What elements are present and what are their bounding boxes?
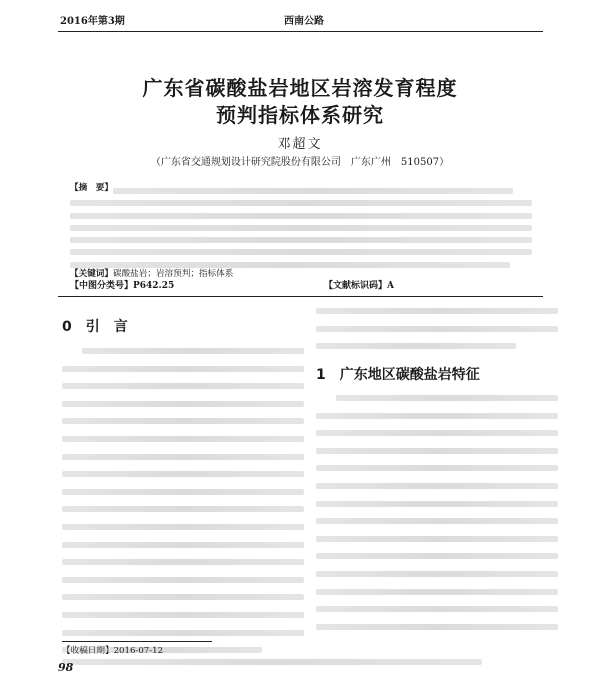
meta-rule xyxy=(58,296,543,297)
illegible-text xyxy=(316,571,558,577)
keywords-label: 【关键词】 xyxy=(70,269,113,280)
journal-name: 西南公路 xyxy=(284,16,324,27)
illegible-text xyxy=(316,589,558,595)
keywords-text: 碳酸盐岩；岩溶预判；指标体系 xyxy=(112,269,234,280)
illegible-text xyxy=(62,454,304,460)
illegible-text xyxy=(62,489,304,495)
paper-title-line-2: 预判指标体系研究 xyxy=(216,103,384,127)
footnote-rule xyxy=(62,641,212,642)
paper-title-line-1: 广东省碳酸盐岩地区岩溶发育程度 xyxy=(142,76,458,100)
illegible-text xyxy=(62,436,304,442)
illegible-text xyxy=(62,383,304,389)
illegible-text xyxy=(70,262,510,268)
abstract xyxy=(70,182,532,280)
illegible-text xyxy=(316,624,558,630)
author-bio xyxy=(62,656,532,666)
illegible-text xyxy=(62,401,304,407)
illegible-text xyxy=(62,594,304,600)
header-rule xyxy=(58,31,543,32)
illegible-text xyxy=(316,465,558,471)
illegible-text xyxy=(316,343,516,349)
illegible-text xyxy=(316,413,558,419)
illegible-text xyxy=(316,501,558,507)
right-column-top xyxy=(316,302,558,355)
illegible-text xyxy=(316,536,558,542)
illegible-text xyxy=(113,188,513,194)
illegible-text xyxy=(316,518,558,524)
illegible-text xyxy=(336,395,558,401)
illegible-text xyxy=(62,612,304,618)
clc-number: 【中图分类号】P642.25 xyxy=(70,281,175,291)
illegible-text xyxy=(70,237,532,243)
section-1-heading: 1 广东地区碳酸盐岩特征 xyxy=(316,367,480,383)
received-date: 【收稿日期】2016-07-12 xyxy=(62,646,164,656)
author-affiliation: （广东省交通规划设计研究院股份有限公司 广东广州 510507） xyxy=(150,157,450,168)
illegible-text xyxy=(316,448,558,454)
author-name: 邓超文 xyxy=(277,137,323,152)
document-code: 【文献标识码】A xyxy=(324,281,394,291)
issue-label: 2016年第3期 xyxy=(60,16,125,27)
illegible-text xyxy=(70,200,532,206)
illegible-text xyxy=(62,542,304,548)
page-number: 98 xyxy=(58,661,74,674)
intro-heading: 0 引 言 xyxy=(62,319,128,335)
illegible-text xyxy=(316,430,558,436)
illegible-text xyxy=(316,308,558,314)
illegible-text xyxy=(62,577,304,583)
illegible-text xyxy=(62,418,304,424)
illegible-text xyxy=(70,249,532,255)
illegible-text xyxy=(316,483,558,489)
illegible-text xyxy=(62,630,304,636)
illegible-text xyxy=(316,553,558,559)
illegible-text xyxy=(70,225,532,231)
illegible-text xyxy=(82,348,304,354)
illegible-text xyxy=(70,213,532,219)
illegible-text xyxy=(62,471,304,477)
illegible-text xyxy=(62,659,482,665)
illegible-text xyxy=(62,366,304,372)
illegible-text xyxy=(316,606,558,612)
illegible-text xyxy=(62,524,304,530)
illegible-text xyxy=(316,326,558,332)
section-1-body xyxy=(316,389,558,635)
abstract-label: 【摘 要】 xyxy=(70,183,113,193)
illegible-text xyxy=(62,506,304,512)
intro-body xyxy=(62,342,304,659)
illegible-text xyxy=(62,559,304,565)
